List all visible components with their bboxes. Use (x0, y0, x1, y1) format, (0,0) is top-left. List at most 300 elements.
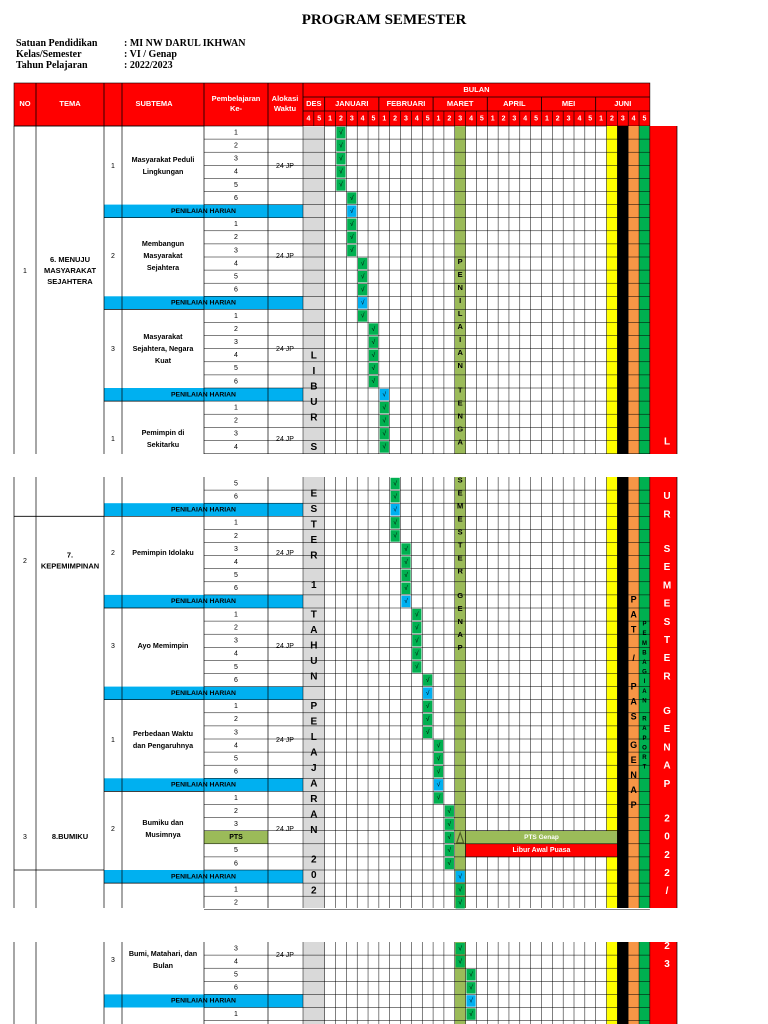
vertical-libur-semester-genap: E (663, 653, 671, 665)
vertical-libur-semester-genap: 2 (664, 849, 670, 861)
special-column (628, 942, 639, 1024)
pembelajaran-number: 6 (234, 378, 238, 386)
info-label: Satuan Pendidikan (16, 38, 98, 49)
header-week: 1 (328, 115, 333, 123)
vertical-libur-semester-genap: R (663, 509, 671, 521)
theme-number: 2 (23, 557, 27, 565)
subtheme-number: 2 (111, 252, 115, 260)
check-mark: √ (458, 945, 462, 953)
vertical-libur-semester-genap: 2 (664, 867, 670, 879)
vertical-libur-semester-1: R (310, 793, 318, 805)
header-week: 4 (469, 115, 473, 123)
check-mark: √ (425, 676, 430, 684)
pembelajaran-number: 2 (234, 899, 238, 907)
vertical-penilaian-tengah-semester: E (457, 269, 463, 279)
check-mark: √ (436, 794, 441, 802)
pembelajaran-number: 2 (234, 532, 238, 540)
pembelajaran-number: 3 (234, 430, 238, 438)
check-mark: √ (404, 571, 408, 579)
vertical-pat-pas-genap: / (632, 652, 635, 663)
check-mark: √ (339, 155, 343, 163)
vertical-pembagian-raport: O (642, 745, 647, 752)
subtheme-number: 1 (111, 162, 115, 170)
special-column (639, 942, 650, 1024)
vertical-pembagian-raport: A (642, 726, 647, 733)
vertical-libur-semester-1: A (310, 809, 318, 821)
alokasi-waktu: 24 JP (276, 435, 294, 443)
vertical-libur-semester-genap: 3 (664, 958, 670, 970)
theme-number: 1 (23, 267, 27, 275)
check-mark: √ (360, 273, 365, 281)
header-month: JUNI (614, 98, 632, 108)
check-mark: √ (393, 532, 397, 540)
vertical-pat-pas-genap: P (630, 594, 637, 605)
subtheme-label: Pemimpin di (141, 427, 185, 437)
vertical-penilaian-tengah-semester: N (457, 282, 463, 292)
pembelajaran-number: 2 (234, 624, 238, 632)
subtheme-label: Lingkungan (142, 166, 184, 176)
pembelajaran-number: 2 (234, 234, 238, 242)
vertical-pat-pas-genap: A (630, 696, 637, 707)
header-week: 3 (458, 115, 463, 123)
vertical-pembagian-raport: R (642, 755, 647, 762)
pembelajaran-number: 2 (234, 142, 238, 150)
check-mark: √ (382, 443, 387, 451)
vertical-libur-semester-genap: L (663, 436, 671, 448)
special-column (639, 126, 650, 454)
check-mark: √ (339, 142, 343, 150)
pembelajaran-number: 6 (234, 286, 238, 294)
check-mark: √ (393, 493, 397, 501)
check-mark: √ (349, 194, 354, 202)
pembelajaran-number: 3 (234, 637, 238, 645)
check-mark: √ (382, 391, 387, 399)
pembelajaran-number: 2 (234, 325, 238, 333)
vertical-penilaian-tengah-semester: S (457, 475, 463, 485)
special-column (617, 477, 628, 908)
vertical-pembagian-raport: A (642, 688, 647, 695)
subtheme-label: Masyarakat (143, 250, 183, 260)
header-month: MARET (446, 98, 474, 108)
header-week: 5 (534, 115, 539, 123)
header-alokasi: Waktu (273, 103, 297, 113)
vertical-pat-pas-genap: A (630, 609, 637, 620)
vertical-penilaian-tengah-semester: N (457, 360, 463, 370)
vertical-penilaian-tengah-semester: M (457, 501, 464, 511)
special-column (628, 126, 639, 454)
vertical-penilaian-tengah-semester: T (457, 385, 463, 395)
subtheme-number: 3 (111, 642, 115, 650)
theme-label: KEPEMIMPINAN (40, 561, 100, 571)
vertical-libur-semester-genap: E (663, 562, 671, 574)
subtheme-label: Masyarakat Peduli (131, 154, 195, 164)
check-mark: √ (349, 247, 354, 255)
check-mark: √ (371, 351, 376, 359)
header-week: 3 (512, 115, 517, 123)
header-week: 2 (501, 115, 506, 123)
vertical-libur-semester-genap: 0 (664, 831, 670, 843)
subtheme-number: 2 (111, 549, 115, 557)
check-mark: √ (415, 637, 419, 645)
vertical-penilaian-tengah-semester: E (457, 553, 463, 563)
pts-label: PTS (229, 834, 243, 842)
pembelajaran-number: 6 (234, 768, 238, 776)
check-mark: √ (360, 299, 365, 307)
vertical-penilaian-tengah-semester: L (457, 308, 463, 318)
pembelajaran-number: 5 (234, 971, 238, 979)
check-mark: √ (469, 971, 473, 979)
header-week: 4 (360, 115, 365, 123)
subtheme-label: dan Pengaruhnya (132, 740, 194, 750)
header-week: 4 (306, 115, 311, 123)
vertical-libur-semester-genap: R (663, 671, 671, 683)
pembelajaran-number: 4 (234, 260, 238, 268)
check-mark: √ (415, 624, 419, 632)
pembelajaran-number: 6 (234, 860, 238, 868)
check-mark: √ (436, 755, 441, 763)
header-week: 5 (479, 115, 484, 123)
pembelajaran-number: 6 (234, 585, 238, 593)
pembelajaran-number: 3 (234, 247, 238, 255)
check-mark: √ (393, 480, 397, 488)
special-column (649, 126, 677, 454)
check-mark: √ (415, 650, 419, 658)
header-week: 3 (620, 115, 625, 123)
pembelajaran-number: 5 (234, 572, 238, 580)
pembelajaran-number: 1 (234, 221, 238, 229)
check-mark: √ (404, 558, 408, 566)
vertical-libur-semester-1: 2 (311, 854, 317, 866)
vertical-penilaian-tengah-semester: E (457, 398, 463, 408)
vertical-libur-semester-genap: N (663, 742, 671, 754)
vertical-libur-semester-1: S (310, 504, 318, 516)
vertical-libur-semester-1: L (310, 350, 317, 362)
pts-genap-label: PTS Genap (524, 833, 559, 841)
vertical-pat-pas-genap: T (630, 624, 637, 635)
header-week: 5 (425, 115, 430, 123)
vertical-penilaian-tengah-semester: I (459, 334, 462, 344)
pembelajaran-number: 4 (234, 168, 238, 176)
check-mark: √ (447, 833, 452, 841)
header-week: 4 (414, 115, 419, 123)
penilaian-harian-label: PENILAIAN HARIAN (171, 391, 236, 399)
vertical-libur-semester-genap: 2 (664, 813, 670, 825)
penilaian-harian-label: PENILAIAN HARIAN (171, 506, 236, 514)
header-week: 1 (436, 115, 441, 123)
pembelajaran-number: 1 (234, 519, 238, 527)
header-week: 2 (609, 115, 614, 123)
check-mark: √ (382, 404, 387, 412)
special-column (649, 477, 677, 908)
check-mark: √ (382, 430, 387, 438)
header-week: 4 (523, 115, 528, 123)
penilaian-harian-label: PENILAIAN HARIAN (171, 781, 236, 789)
subtheme-number: 3 (111, 956, 115, 964)
pembelajaran-number: 1 (234, 1010, 238, 1018)
header-alokasi: Alokasi (271, 93, 299, 103)
check-mark: √ (469, 984, 473, 992)
theme-label: SEJAHTERA (47, 276, 93, 286)
special-column (617, 942, 628, 1024)
pembelajaran-number: 4 (234, 443, 238, 451)
vertical-libur-semester-genap: 2 (664, 940, 670, 952)
vertical-pembagian-raport: E (642, 631, 647, 638)
vertical-libur-semester-1: U (310, 397, 318, 409)
pembelajaran-number: 5 (234, 273, 238, 281)
vertical-libur-semester-1: R (310, 550, 318, 562)
pembelajaran-number: 6 (234, 676, 238, 684)
pembelajaran-number: 4 (234, 650, 238, 658)
alokasi-waktu: 24 JP (276, 736, 294, 744)
subtheme-label: Pemimpin Idolaku (132, 547, 194, 557)
vertical-libur-semester-genap: M (662, 580, 672, 592)
check-mark: √ (469, 1010, 473, 1018)
subtheme-label: Sekitarku (146, 439, 180, 449)
vertical-libur-semester-1: U (310, 655, 318, 667)
pembelajaran-number: 2 (234, 716, 238, 724)
pembelajaran-number: 4 (234, 352, 238, 360)
subtheme-label: Masyarakat (143, 331, 183, 341)
vertical-pembagian-raport: G (642, 669, 647, 676)
header-month: FEBRUARI (386, 98, 426, 108)
vertical-libur-semester-genap: E (663, 598, 671, 610)
vertical-libur-semester-1: S (310, 442, 318, 454)
vertical-penilaian-tengah-semester: N (457, 411, 463, 421)
vertical-penilaian-tengah-semester: P (457, 643, 463, 653)
vertical-penilaian-tengah-semester: A (457, 437, 463, 447)
pembelajaran-number: 1 (234, 794, 238, 802)
pembelajaran-number: 5 (234, 365, 238, 373)
check-mark: √ (360, 260, 365, 268)
info-label: Kelas/Semester (16, 49, 82, 60)
check-mark: √ (349, 207, 354, 215)
subtheme-label: Sejahtera (146, 262, 180, 272)
vertical-libur-semester-genap: T (663, 635, 671, 647)
header-pembelajaran: Ke- (229, 103, 243, 113)
vertical-libur-semester-1: E (310, 535, 318, 547)
pembelajaran-number: 4 (234, 958, 238, 966)
pembelajaran-number: 4 (234, 742, 238, 750)
pembelajaran-number: 1 (234, 886, 238, 894)
theme-label: 8.BUMIKU (51, 831, 89, 841)
subtheme-number: 3 (111, 345, 115, 353)
pembelajaran-number: 4 (234, 558, 238, 566)
vertical-pat-pas-genap: N (630, 769, 637, 780)
header-week: 3 (349, 115, 354, 123)
vertical-libur-semester-1: H (310, 640, 318, 652)
vertical-libur-semester-genap: S (663, 616, 671, 628)
theme-number: 3 (23, 833, 27, 841)
header-tema: TEMA (59, 98, 81, 108)
pembelajaran-number: 2 (234, 417, 238, 425)
pembelajaran-number: 3 (234, 820, 238, 828)
check-mark: √ (425, 716, 430, 724)
pembelajaran-number: 5 (234, 847, 238, 855)
vertical-penilaian-tengah-semester: G (457, 424, 464, 434)
vertical-pat-pas-genap: P (630, 799, 637, 810)
header-week: 2 (447, 115, 452, 123)
alokasi-waktu: 24 JP (276, 642, 294, 650)
special-column (303, 942, 325, 1024)
vertical-libur-semester-1: P (310, 700, 318, 712)
vertical-libur-semester-1: A (310, 624, 318, 636)
pembelajaran-number: 1 (234, 312, 238, 320)
pembelajaran-number: 5 (234, 480, 238, 488)
subtheme-label: Ayo Memimpin (137, 640, 189, 650)
vertical-libur-semester-1: E (310, 716, 318, 728)
header-month: MEI (561, 98, 576, 108)
vertical-penilaian-tengah-semester: A (457, 321, 463, 331)
header-week: 5 (588, 115, 593, 123)
subtheme-label: Sejahtera, Negara (132, 343, 194, 353)
special-column (607, 126, 618, 454)
subtheme-number: 1 (111, 736, 115, 744)
penilaian-harian-label: PENILAIAN HARIAN (171, 207, 236, 215)
check-mark: √ (360, 286, 365, 294)
penilaian-harian-label: PENILAIAN HARIAN (171, 598, 236, 606)
vertical-pembagian-raport: A (642, 659, 647, 666)
header-week: 2 (393, 115, 398, 123)
check-mark: √ (371, 325, 376, 333)
check-mark: √ (436, 742, 441, 750)
vertical-penilaian-tengah-semester: A (457, 630, 463, 640)
vertical-libur-semester-1: I (312, 366, 316, 378)
check-mark: √ (339, 181, 343, 189)
libur-puasa-label: Libur Awal Puasa (512, 847, 571, 855)
alokasi-waktu: 24 JP (276, 162, 294, 170)
vertical-pembagian-raport: M (641, 640, 647, 647)
special-column (607, 942, 618, 1024)
vertical-pat-pas-genap: A (630, 784, 637, 795)
header-week: 3 (566, 115, 571, 123)
header-week: 2 (338, 115, 343, 123)
subtheme-label: Kuat (155, 355, 171, 365)
vertical-libur-semester-genap: E (663, 724, 671, 736)
vertical-pat-pas-genap: G (630, 739, 638, 750)
vertical-libur-semester-genap: G (663, 706, 671, 718)
pembelajaran-number: 5 (234, 663, 238, 671)
check-mark: √ (415, 611, 419, 619)
header-pembelajaran: Pembelajaran (211, 93, 261, 103)
special-column (628, 477, 639, 908)
vertical-pat-pas-genap: P (630, 681, 637, 692)
vertical-penilaian-tengah-semester: P (457, 256, 463, 266)
check-mark: √ (339, 168, 343, 176)
alokasi-waktu: 24 JP (276, 252, 294, 260)
penilaian-harian-label: PENILAIAN HARIAN (171, 873, 236, 881)
penilaian-harian-label: PENILAIAN HARIAN (171, 997, 236, 1005)
check-mark: √ (371, 338, 376, 346)
info-value: : VI / Genap (124, 49, 177, 60)
check-mark: √ (425, 689, 430, 697)
check-mark: √ (339, 129, 343, 137)
check-mark: √ (404, 585, 408, 593)
vertical-libur-semester-1: B (310, 381, 318, 393)
header-month: JANUARI (335, 98, 369, 108)
check-mark: √ (371, 365, 376, 373)
vertical-libur-semester-1: J (311, 762, 317, 774)
info-value: : 2022/2023 (124, 60, 173, 71)
vertical-libur-semester-1: T (310, 609, 317, 621)
vertical-penilaian-tengah-semester: I (459, 295, 462, 305)
check-mark: √ (447, 820, 452, 828)
pembelajaran-number: 2 (234, 807, 238, 815)
info-label: Tahun Pelajaran (16, 60, 88, 71)
special-column (617, 126, 628, 454)
vertical-penilaian-tengah-semester: S (457, 527, 463, 537)
pembelajaran-number: 3 (234, 338, 238, 346)
vertical-libur-semester-1: 1 (311, 580, 317, 592)
check-mark: √ (447, 847, 452, 855)
header-week: 2 (555, 115, 560, 123)
check-mark: √ (458, 899, 462, 907)
header-week: 4 (631, 115, 636, 123)
check-mark: √ (425, 702, 430, 710)
vertical-libur-semester-1: E (310, 488, 318, 500)
penilaian-harian-label: PENILAIAN HARIAN (171, 299, 236, 307)
vertical-libur-semester-1: 2 (311, 885, 317, 897)
vertical-pembagian-raport: N (642, 698, 647, 705)
pembelajaran-number: 6 (234, 493, 238, 501)
alokasi-waktu: 24 JP (276, 549, 294, 557)
vertical-libur-semester-1: R (310, 412, 318, 424)
subtheme-label: Bumiku dan (142, 817, 184, 827)
vertical-pembagian-raport: I (643, 679, 646, 686)
check-mark: √ (447, 860, 452, 868)
check-mark: √ (360, 312, 365, 320)
check-mark: √ (425, 729, 430, 737)
pembelajaran-number: 3 (234, 945, 238, 953)
header-bulan: BULAN (463, 84, 490, 94)
penilaian-harian-label: PENILAIAN HARIAN (171, 689, 236, 697)
header-week: 1 (544, 115, 549, 123)
pembelajaran-number: 6 (234, 984, 238, 992)
vertical-pembagian-raport: R (642, 716, 647, 723)
vertical-libur-semester-genap: S (663, 544, 671, 556)
header-week: 1 (490, 115, 495, 123)
header-no: NO (19, 98, 31, 108)
header-week: 5 (317, 115, 322, 123)
page-title: PROGRAM SEMESTER (301, 12, 467, 28)
check-mark: √ (404, 598, 408, 606)
vertical-libur-semester-genap: P (663, 778, 671, 790)
theme-label: 7. (66, 550, 74, 560)
vertical-libur-semester-1: T (310, 519, 317, 531)
header-month: DES (306, 98, 322, 108)
alokasi-waktu: 24 JP (276, 951, 294, 959)
check-mark: √ (415, 663, 419, 671)
vertical-penilaian-tengah-semester: A (457, 347, 463, 357)
vertical-libur-semester-genap: U (663, 491, 671, 503)
alokasi-waktu: 24 JP (276, 825, 294, 833)
check-mark: √ (458, 873, 462, 881)
vertical-penilaian-tengah-semester: E (457, 514, 463, 524)
pembelajaran-number: 5 (234, 181, 238, 189)
check-mark: √ (436, 768, 441, 776)
vertical-libur-semester-1: A (310, 778, 318, 790)
check-mark: √ (436, 781, 441, 789)
vertical-penilaian-tengah-semester: N (457, 617, 463, 627)
header-month: APRIL (503, 98, 526, 108)
vertical-penilaian-tengah-semester: G (457, 591, 464, 601)
vertical-penilaian-tengah-semester: T (457, 540, 463, 550)
check-mark: √ (371, 378, 376, 386)
pembelajaran-number: 6 (234, 194, 238, 202)
vertical-penilaian-tengah-semester: E (457, 604, 463, 614)
subtheme-label: Bulan (153, 960, 173, 970)
vertical-libur-semester-genap: / (665, 886, 669, 898)
subtheme-label: Bumi, Matahari, dan (128, 948, 198, 958)
